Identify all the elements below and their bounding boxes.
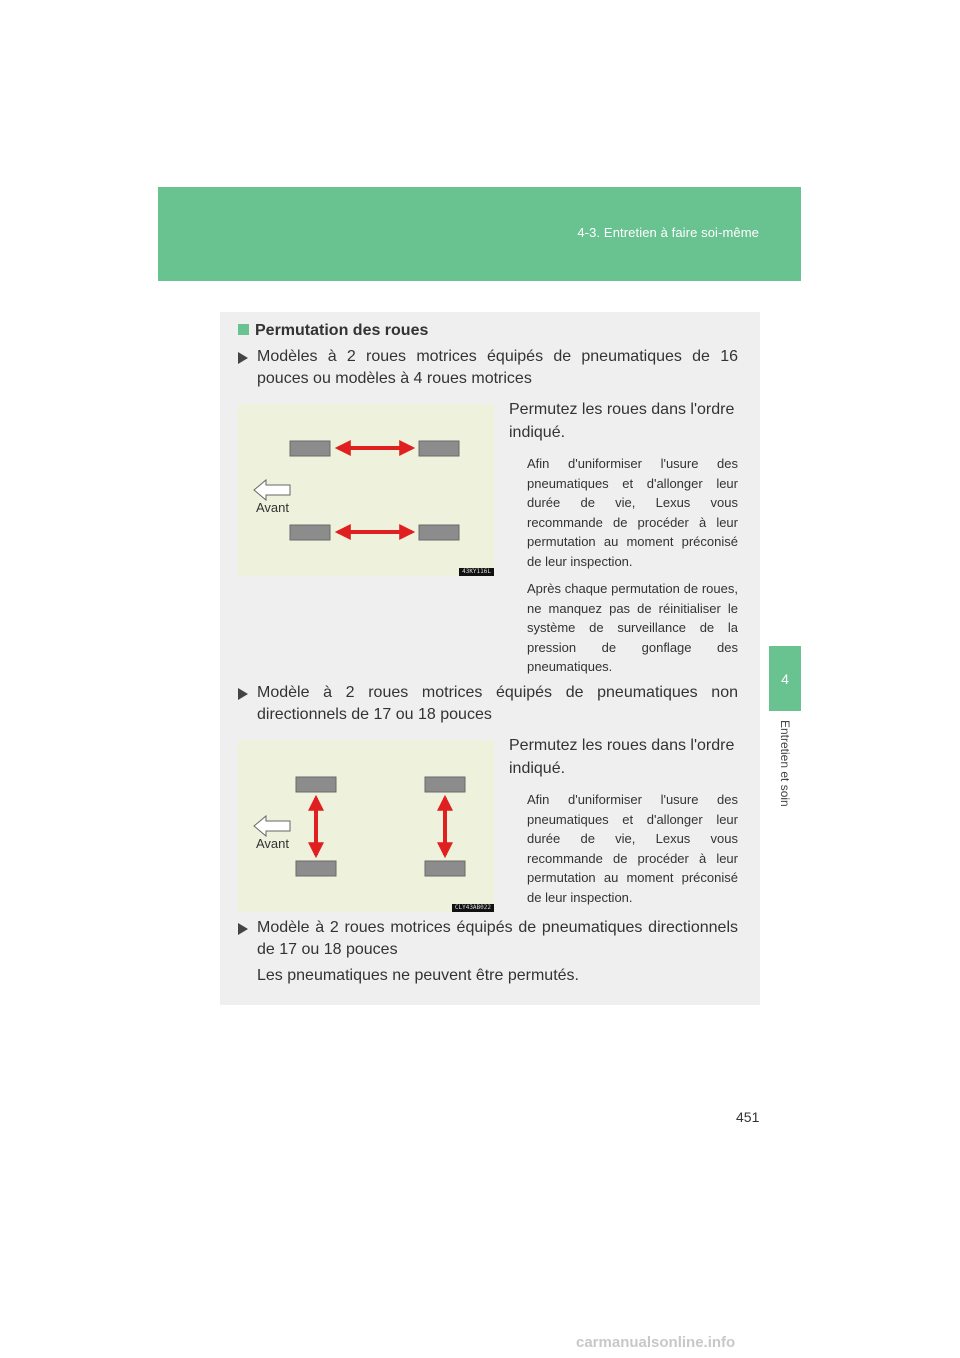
note-paragraph: Après chaque permutation de roues, ne manquez pas de réinitialiser le système de surveillance de la pression de gonflage des pneumatiques. [527,581,738,674]
bullet-title: Modèles à 2 roues motrices équipés de pneumatiques de 16 pouces ou modèles à 4 roues motrices [257,348,738,387]
forward-arrow-icon [254,816,290,836]
content-panel [220,312,760,1005]
tire-rear-left [296,861,336,876]
figure-code: 43KY116L [459,568,494,576]
header-band [158,187,801,281]
forward-label: Avant [256,836,290,851]
section-heading-text: Permutation des roues [255,322,429,339]
tire-front-right [425,777,465,792]
tire-diagram [238,740,494,912]
figure-code: CLY43AB022 [452,904,494,912]
page-number: 451 [736,1109,760,1125]
note-paragraph: Afin d'uniformiser l'usure des pneumatiques et d'allonger leur durée de vie, Lexus vous recommande de procéder à leur permutation au moment préconisé de leur inspection. [527,456,738,569]
bullet-item [238,917,738,961]
bullet-title: Modèle à 2 roues motrices équipés de pneumatiques directionnels de 17 ou 18 pouces [257,919,738,958]
triangle-bullet-icon [238,688,248,700]
square-bullet-icon [238,324,249,335]
tire-diagram [238,404,494,576]
note-paragraph: Afin d'uniformiser l'usure des pneumatiques et d'allonger leur durée de vie, Lexus vous recommande de procéder à leur permutation au moment préconisé de leur inspection. [527,792,738,905]
tire-rotation-figure-swap [238,404,494,576]
bullet-title: Modèle à 2 roues motrices équipés de pneumatiques non directionnels de 17 ou 18 pouces [257,684,738,723]
triangle-bullet-icon [238,923,248,935]
forward-arrow-icon [254,480,290,500]
tire-rear-left [419,441,459,456]
section-heading [238,322,428,340]
chapter-label: Entretien et soin [778,720,792,807]
instruction-text: Permutez les roues dans l'ordre indiqué. [509,401,735,441]
tire-front-right [290,525,330,540]
bullet-item [238,682,738,726]
tire-front-left [296,777,336,792]
tire-front-left [290,441,330,456]
bullet-item [238,346,738,390]
header-title: 4-3. Entretien à faire soi-même [577,225,759,240]
instruction-text: Permutez les roues dans l'ordre indiqué. [509,737,735,777]
tire-rear-right [425,861,465,876]
triangle-bullet-icon [238,352,248,364]
plain-text: Les pneumatiques ne peuvent être permutés. [257,967,579,984]
footer-watermark: carmanualsonline.info [576,1334,736,1351]
tire-rear-right [419,525,459,540]
chapter-number: 4 [781,670,789,687]
forward-label: Avant [256,500,290,515]
tire-rotation-figure-front-rear [238,740,494,912]
chapter-tab[interactable] [769,646,801,711]
